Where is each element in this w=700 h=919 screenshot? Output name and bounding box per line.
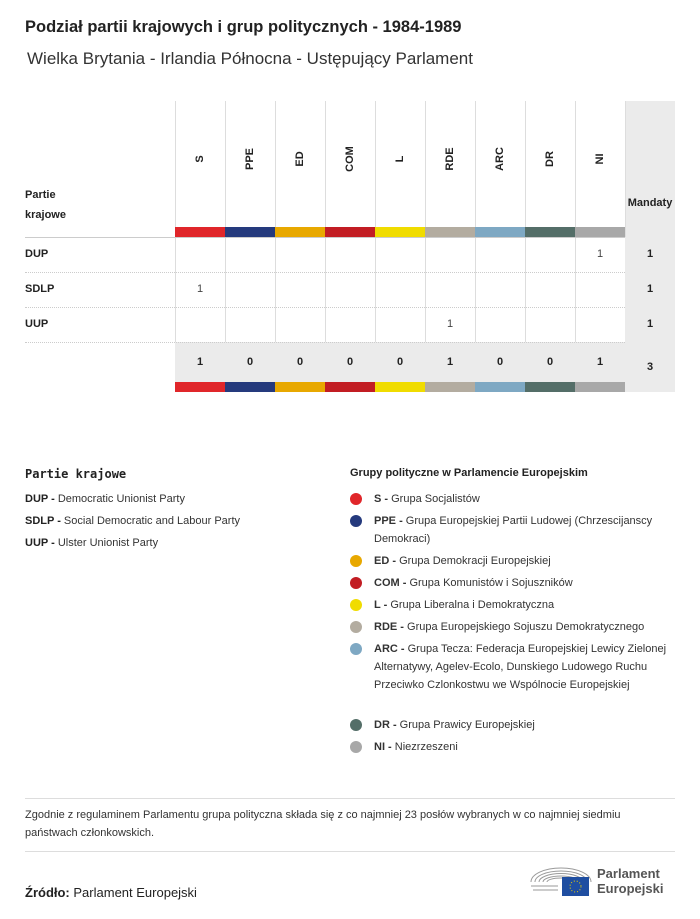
- color-strip: [475, 227, 525, 237]
- table-cell: [475, 307, 525, 342]
- table-cell: [525, 272, 575, 307]
- row-total: 1: [625, 307, 675, 342]
- table-cell: [525, 307, 575, 342]
- page-subtitle: Wielka Brytania - Irlandia Północna - Ustępujący Parlament: [27, 49, 473, 68]
- group-legend-item: [350, 596, 680, 614]
- national-legend-item: [25, 490, 185, 508]
- source-label: Źródło:: [25, 885, 70, 900]
- color-dot-icon: [350, 577, 362, 589]
- color-dot-icon: [350, 493, 362, 505]
- color-dot-icon: [350, 621, 362, 633]
- legend-name: Grupa Komunistów i Sojuszników: [409, 577, 573, 589]
- color-dot-icon: [350, 599, 362, 611]
- color-strip: [575, 382, 625, 392]
- group-legend-item: [350, 490, 680, 508]
- table-cell: [575, 272, 625, 307]
- legend-code: ED -: [374, 555, 396, 567]
- legend-code: RDE -: [374, 621, 404, 633]
- color-strip: [525, 227, 575, 237]
- legend-code: L -: [374, 599, 388, 611]
- total-cell: 0: [525, 342, 575, 382]
- table-cell: [475, 272, 525, 307]
- total-cell: 0: [375, 342, 425, 382]
- table-cell: [475, 237, 525, 272]
- legend-code: DR -: [374, 719, 397, 731]
- total-cell: 0: [225, 342, 275, 382]
- source-value: Parlament Europejski: [73, 885, 197, 900]
- column-header-label: ARC: [494, 147, 506, 171]
- column-header-label: NI: [594, 153, 606, 165]
- page-title: Podział partii krajowych i grup politycznych - 1984-1989: [25, 18, 462, 36]
- legend-name: Democratic Unionist Party: [57, 493, 185, 505]
- color-strip: [525, 382, 575, 392]
- color-dot-icon: [350, 719, 362, 731]
- mandates-header: Mandaty: [627, 197, 673, 209]
- color-strip: [375, 227, 425, 237]
- group-legend-item: [350, 738, 680, 756]
- group-legend-item: [350, 574, 680, 592]
- legend-code: PPE -: [374, 515, 403, 527]
- group-legend-item: [350, 512, 680, 548]
- color-strip: [575, 227, 625, 237]
- table-cell: [175, 237, 225, 272]
- source: [25, 885, 197, 900]
- total-cell: 1: [575, 342, 625, 382]
- color-strip: [325, 382, 375, 392]
- column-header-label: COM: [344, 146, 356, 172]
- total-cell: 0: [325, 342, 375, 382]
- legend-name: Social Democratic and Labour Party: [63, 515, 241, 527]
- column-header-label: ED: [294, 151, 306, 167]
- table-cell: [275, 237, 325, 272]
- group-legend-item: [350, 618, 680, 636]
- national-legend-item: [25, 534, 158, 552]
- color-strip: [275, 382, 325, 392]
- table-cell: [225, 237, 275, 272]
- column-header-dr: [525, 101, 575, 227]
- legend-name: Grupa Tecza: Federacja Europejskiej Lewicy Zielonej Alternatywy, Agelev-Ecolo, Dunskiego Ludowego Ruchu Przeciwko Czlonkostwu we Wspólnocie Europejskiej: [374, 643, 667, 691]
- table-cell: [275, 272, 325, 307]
- column-header-label: S: [194, 155, 206, 163]
- column-header-label: RDE: [444, 147, 456, 171]
- column-header-ni: [575, 101, 625, 227]
- table-cell: [325, 237, 375, 272]
- row-label: SDLP: [25, 283, 55, 295]
- table-cell: [425, 237, 475, 272]
- divider: [25, 851, 675, 852]
- group-legend-item: [350, 716, 680, 734]
- footnote: Zgodnie z regulaminem Parlamentu grupa polityczna składa się z co najmniej 23 posłów wybranych w co najmniej siedmiu państwach członkowskich.: [25, 809, 621, 839]
- legend-name: Ulster Unionist Party: [57, 537, 159, 549]
- color-strip: [225, 227, 275, 237]
- legend-name: Niezrzeszeni: [394, 741, 458, 753]
- color-dot-icon: [350, 741, 362, 753]
- table-cell: 1: [596, 248, 604, 260]
- total-cell: 1: [425, 342, 475, 382]
- color-strip: [475, 382, 525, 392]
- national-legend-heading: Partie krajowe: [25, 467, 127, 481]
- mandates-header-bg: [625, 101, 675, 237]
- national-legend-item: [25, 512, 240, 530]
- color-strip: [175, 227, 225, 237]
- logo-text: Parlament Europejski: [597, 866, 664, 896]
- color-strip: [425, 382, 475, 392]
- row-total: 1: [625, 237, 675, 272]
- color-strip: [375, 382, 425, 392]
- column-header-label: PPE: [244, 147, 256, 171]
- total-cell: 1: [175, 342, 225, 382]
- row-total: 1: [625, 272, 675, 307]
- legend-code: SDLP -: [25, 515, 61, 527]
- column-header-label: L: [394, 155, 406, 163]
- table-cell: [325, 307, 375, 342]
- column-header-s: [175, 101, 225, 227]
- legend-code: NI -: [374, 741, 392, 753]
- total-cell: 0: [475, 342, 525, 382]
- column-header-rde: [425, 101, 475, 227]
- legend-code: ARC -: [374, 643, 405, 655]
- legend-name: Grupa Liberalna i Demokratyczna: [390, 599, 555, 611]
- legend-code: S -: [374, 493, 389, 505]
- color-dot-icon: [350, 643, 362, 655]
- legend-code: COM -: [374, 577, 407, 589]
- color-dot-icon: [350, 515, 362, 527]
- table-cell: [375, 237, 425, 272]
- row-label: UUP: [25, 318, 49, 330]
- color-strip: [175, 382, 225, 392]
- table-cell: 1: [196, 283, 204, 295]
- group-legend-item: [350, 640, 680, 694]
- column-header-ed: [275, 101, 325, 227]
- table-cell: [225, 272, 275, 307]
- row-header: Partie krajowe: [25, 189, 66, 221]
- table-cell: [375, 272, 425, 307]
- column-header-com: [325, 101, 375, 227]
- table-cell: [175, 307, 225, 342]
- table-cell: [225, 307, 275, 342]
- column-header-arc: [475, 101, 525, 227]
- color-strip: [225, 382, 275, 392]
- table-cell: [375, 307, 425, 342]
- group-legend-item: [350, 552, 680, 570]
- table-cell: [525, 237, 575, 272]
- color-strip: [325, 227, 375, 237]
- table-cell: [275, 307, 325, 342]
- legend-code: UUP -: [25, 537, 55, 549]
- distribution-table: [25, 101, 675, 393]
- legend-name: Grupa Prawicy Europejskiej: [399, 719, 535, 731]
- color-dot-icon: [350, 555, 362, 567]
- table-cell: [425, 272, 475, 307]
- divider: [25, 798, 675, 799]
- table-cell: [325, 272, 375, 307]
- column-header-l: [375, 101, 425, 227]
- legend-name: Grupa Europejskiej Partii Ludowej (Chrzescijanscy Demokraci): [374, 515, 653, 545]
- total-cell: 0: [275, 342, 325, 382]
- column-header-ppe: [225, 101, 275, 227]
- table-cell: [575, 307, 625, 342]
- legend-name: Grupa Socjalistów: [391, 493, 480, 505]
- column-header-label: DR: [544, 151, 556, 167]
- legend-name: Grupa Demokracji Europejskiej: [399, 555, 551, 567]
- grand-total: 3: [625, 342, 675, 392]
- legend-name: Grupa Europejskiego Sojuszu Demokratycznego: [407, 621, 645, 633]
- color-strip: [425, 227, 475, 237]
- color-strip: [275, 227, 325, 237]
- legend-code: DUP -: [25, 493, 55, 505]
- row-label: DUP: [25, 248, 49, 260]
- table-cell: 1: [446, 318, 454, 330]
- group-legend-heading: Grupy polityczne w Parlamencie Europejskim: [350, 467, 588, 479]
- row-divider: [25, 342, 675, 343]
